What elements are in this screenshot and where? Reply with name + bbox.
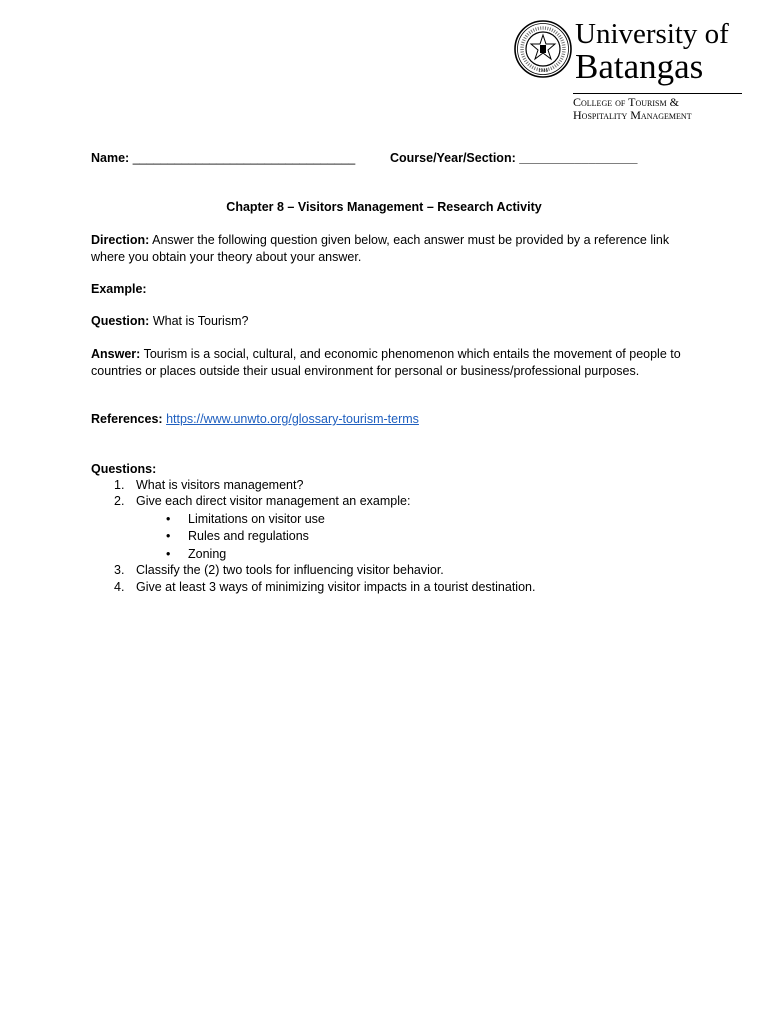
answer-text: Tourism is a social, cultural, and economic phenomenon which entails the movement of people to countries or places outside their usual environment for personal or business/professional purposes. <box>91 347 681 378</box>
university-seal-icon <box>514 20 572 78</box>
references-link[interactable]: https://www.unwto.org/glossary-tourism-terms <box>166 412 419 426</box>
university-name-line1: University of <box>575 18 729 50</box>
college-name-line1: College of Tourism & <box>573 95 679 109</box>
bullet-icon: • <box>166 512 171 526</box>
question-text: What is visitors management? <box>136 478 304 492</box>
direction-label: Direction: <box>91 233 150 247</box>
course-field-row <box>390 150 637 166</box>
university-logo <box>512 16 748 124</box>
name-label: Name: <box>91 151 130 165</box>
sub-item-text: Limitations on visitor use <box>188 512 325 526</box>
example-references <box>91 411 419 427</box>
course-label: Course/Year/Section: <box>390 151 516 165</box>
answer-label: Answer: <box>91 347 141 361</box>
direction-text: Answer the following question given below, each answer must be provided by a reference link where you obtain your theory about your answer. <box>91 233 670 264</box>
example-label: Example: <box>91 282 147 296</box>
sub-item-text: Zoning <box>188 547 227 561</box>
example-question <box>91 313 248 329</box>
bullet-icon: • <box>166 547 171 561</box>
question-number: 2. <box>114 494 125 508</box>
questions-label: Questions: <box>91 462 157 476</box>
direction-paragraph <box>91 232 681 265</box>
university-name-line2: Batangas <box>575 47 704 86</box>
course-blank[interactable]: _________________ <box>519 151 638 165</box>
question-number: 1. <box>114 478 125 492</box>
activity-title: Chapter 8 – Visitors Management – Research Activity <box>226 200 542 214</box>
example-answer <box>91 346 681 379</box>
question-text: Give at least 3 ways of minimizing visitor impacts in a tourist destination. <box>136 580 536 594</box>
logo-divider <box>573 93 742 94</box>
bullet-icon: • <box>166 529 171 543</box>
question-label: Question: <box>91 314 150 328</box>
references-label: References: <box>91 412 163 426</box>
sub-item-text: Rules and regulations <box>188 529 309 543</box>
name-field-row <box>91 150 355 166</box>
question-text: Give each direct visitor management an example: <box>136 494 411 508</box>
question-number: 4. <box>114 580 125 594</box>
question-text: Classify the (2) two tools for influencing visitor behavior. <box>136 563 444 577</box>
college-name-line2: Hospitality Management <box>573 108 692 122</box>
seal-year: 1946 <box>538 69 548 74</box>
question-text: What is Tourism? <box>149 314 249 328</box>
question-number: 3. <box>114 563 125 577</box>
name-blank[interactable]: ________________________________ <box>132 151 356 165</box>
